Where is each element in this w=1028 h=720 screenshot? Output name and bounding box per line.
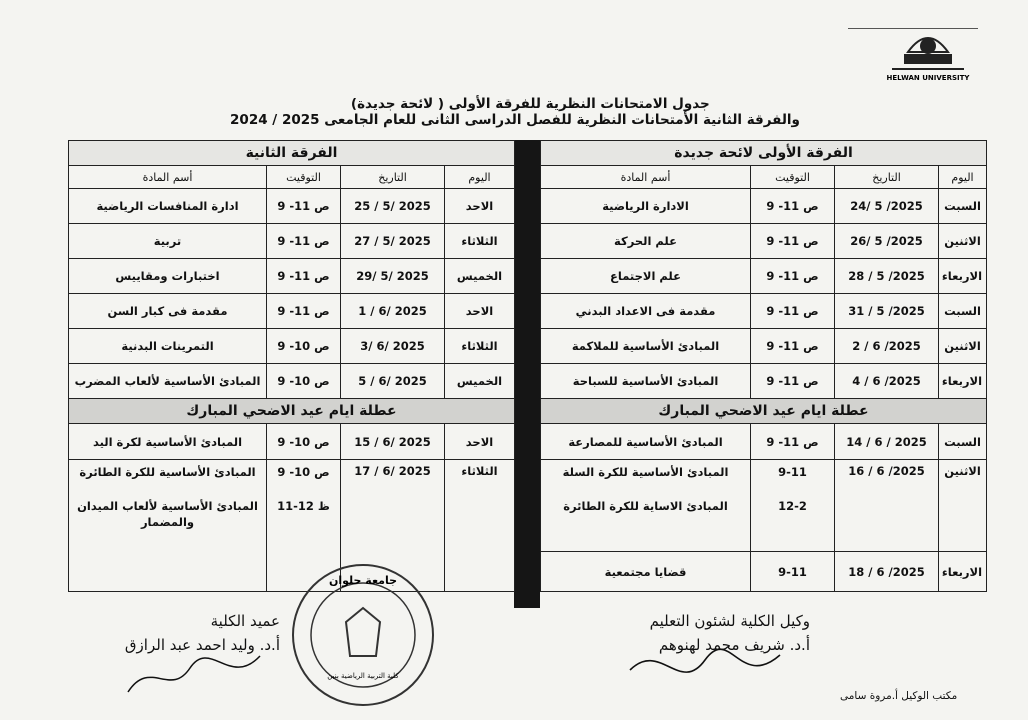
cell-day: الاحد (445, 294, 515, 329)
table-row (69, 424, 515, 460)
cell-subject: المبادئ الأساسية للملاكمة (541, 329, 751, 364)
table-row (69, 259, 515, 294)
cell-date: 29/ 5/ 2025 (341, 259, 445, 294)
table-row (69, 364, 515, 399)
cell-day: الاحد (445, 189, 515, 224)
cell-subject: التمرينات البدنية (69, 329, 267, 364)
cell-day: السبت (939, 189, 987, 224)
table-row (69, 224, 515, 259)
col-day: اليوم (445, 166, 515, 189)
cell-time: 9 -11 ص (751, 294, 835, 329)
cell-date: 28 / 5 /2025 (835, 259, 939, 294)
col-time: التوقيت (267, 166, 341, 189)
table-row (541, 259, 987, 294)
cell-time: 9 -10 ص (267, 329, 341, 364)
cell-subject: المبادئ الأساسية لألعاب المضرب (69, 364, 267, 399)
cell-date: 4 / 6 /2025 (835, 364, 939, 399)
cell-date: 3/ 6/ 2025 (341, 329, 445, 364)
university-logo (878, 18, 978, 86)
table-row (69, 189, 515, 224)
dean-title: عميد الكلية (210, 612, 280, 630)
cell-day: الاثنين (939, 460, 987, 552)
cell-time: 9 -10 ص (267, 364, 341, 399)
cell-time: 9 -11 ص (751, 189, 835, 224)
footer-note: مكتب الوكيل أ.مروة سامى (840, 690, 958, 702)
cell-subject: المبادئ الأساسية لكرة اليد (69, 424, 267, 460)
cell-subject: المبادئ الأساسية للمصارعة (541, 424, 751, 460)
cell-date: 31 / 5 /2025 (835, 294, 939, 329)
table-row (541, 460, 987, 552)
vice-dean-signature (620, 640, 790, 700)
cell-day: الخميس (445, 259, 515, 294)
cell-date: 1 / 6/ 2025 (341, 294, 445, 329)
cell-time: 9 -11 ص (751, 424, 835, 460)
first-year-title: الفرقة الأولى لائحة جديدة (541, 141, 987, 166)
cell-date: 2 / 6 /2025 (835, 329, 939, 364)
cell-day: السبت (939, 294, 987, 329)
cell-time: 9 -11 ص (751, 329, 835, 364)
col-time: التوقيت (751, 166, 835, 189)
table-row (541, 189, 987, 224)
cell-subject: تربية (69, 224, 267, 259)
cell-day: الثلاثاء (445, 460, 515, 592)
subject-slot-2: المبادئ الأساسية لألعاب الميدان والمضمار (77, 499, 258, 529)
cell-day: الاربعاء (939, 364, 987, 399)
cell-day: الاربعاء (939, 552, 987, 592)
cell-day: الاثنين (939, 224, 987, 259)
cell-date: 26/ 5 /2025 (835, 224, 939, 259)
cell-date: 15 / 6/ 2025 (341, 424, 445, 460)
table-row (541, 364, 987, 399)
title-part2: والفرقة الثانية الأمتحانات النظرية للفصل الدراسى الثانى للعام الجامعى 2025 / 2024 (230, 112, 800, 128)
cell-day: الاثنين (939, 329, 987, 364)
vice-dean-title: وكيل الكلية لشئون التعليم (649, 612, 810, 630)
stamp-subtext: كلية التربية الرياضية بنين (327, 672, 399, 680)
cell-day: الثلاثاء (445, 329, 515, 364)
col-subject: أسم المادة (541, 166, 751, 189)
time-slot-1: 9 -10 ص (277, 465, 330, 479)
second-year-title: الفرقة الثانية (69, 141, 515, 166)
cell-subject (541, 460, 751, 552)
first-year-table (540, 140, 987, 592)
cell-subject: المبادئ الأساسية للسباحة (541, 364, 751, 399)
cell-time: 9 -11 ص (751, 364, 835, 399)
cell-subject (69, 460, 267, 592)
col-date: التاريخ (835, 166, 939, 189)
cell-subject: مقدمة فى كبار السن (69, 294, 267, 329)
cell-date: 18 / 6 /2025 (835, 552, 939, 592)
cell-date: 17 / 6/ 2025 (341, 460, 445, 592)
col-day: اليوم (939, 166, 987, 189)
cell-subject: علم الاجتماع (541, 259, 751, 294)
subject-slot-2: المبادئ الاساية للكرة الطائرة (563, 499, 728, 513)
table-row (541, 424, 987, 460)
cell-day: الثلاثاء (445, 224, 515, 259)
table-divider (514, 140, 540, 608)
second-year-table (68, 140, 515, 592)
cell-time: 9 -11 ص (267, 259, 341, 294)
time-slot-2: 11-12 ظ (277, 499, 330, 513)
subject-slot-1: المبادئ الأساسية للكرة الطائرة (79, 465, 256, 479)
cell-day: الاحد (445, 424, 515, 460)
cell-date: 25 / 5/ 2025 (341, 189, 445, 224)
cell-subject: الادارة الرياضية (541, 189, 751, 224)
cell-time (751, 460, 835, 552)
cell-date: 27 / 5/ 2025 (341, 224, 445, 259)
cell-time: 9-11 (751, 552, 835, 592)
cell-date: 16 / 6 /2025 (835, 460, 939, 552)
cell-subject: علم الحركة (541, 224, 751, 259)
col-date: التاريخ (341, 166, 445, 189)
cell-time: 9 -11 ص (267, 189, 341, 224)
title-part1: جدول الامتحانات النظرية للفرقة الأولى ( لائحة جديدة) (350, 96, 710, 112)
page-title (70, 96, 960, 128)
subject-slot-1: المبادئ الأساسية للكرة السلة (562, 465, 729, 479)
cell-time: 9 -11 ص (751, 259, 835, 294)
cell-day: الاربعاء (939, 259, 987, 294)
cell-date: 14 / 6 / 2025 (835, 424, 939, 460)
table-row (541, 552, 987, 592)
time-slot-2: 12-2 (778, 499, 807, 513)
cell-day: السبت (939, 424, 987, 460)
table-row (541, 224, 987, 259)
time-slot-1: 9-11 (778, 465, 807, 479)
table-row (541, 329, 987, 364)
cell-subject: قضايا مجتمعية (541, 552, 751, 592)
stamp-text: جامعة حلوان (328, 574, 398, 587)
cell-time: 9 -11 ص (751, 224, 835, 259)
cell-time: 9 -10 ص (267, 424, 341, 460)
cell-day: الخميس (445, 364, 515, 399)
cell-date: 24/ 5 /2025 (835, 189, 939, 224)
cell-subject: اختبارات ومقاييس (69, 259, 267, 294)
table-row (69, 294, 515, 329)
holiday-banner: عطلة ايام عيد الاضحي المبارك (541, 399, 987, 424)
col-subject: أسم المادة (69, 166, 267, 189)
table-row (541, 294, 987, 329)
cell-subject: مقدمة فى الاعداد البدني (541, 294, 751, 329)
vice-dean-name: أ.د. شريف محمد لهنوهم (658, 636, 810, 654)
table-row (69, 329, 515, 364)
cell-time: 9 -11 ص (267, 294, 341, 329)
cell-date: 5 / 6/ 2025 (341, 364, 445, 399)
holiday-banner: عطلة ايام عيد الاضحي المبارك (69, 399, 515, 424)
dean-signature (120, 648, 270, 704)
official-stamp (288, 560, 438, 710)
logo-subtext: HELWAN UNIVERSITY (886, 74, 970, 82)
cell-subject: ادارة المنافسات الرياضية (69, 189, 267, 224)
cell-time: 9 -11 ص (267, 224, 341, 259)
dean-name: أ.د. وليد احمد عبد الرازق (124, 636, 280, 654)
